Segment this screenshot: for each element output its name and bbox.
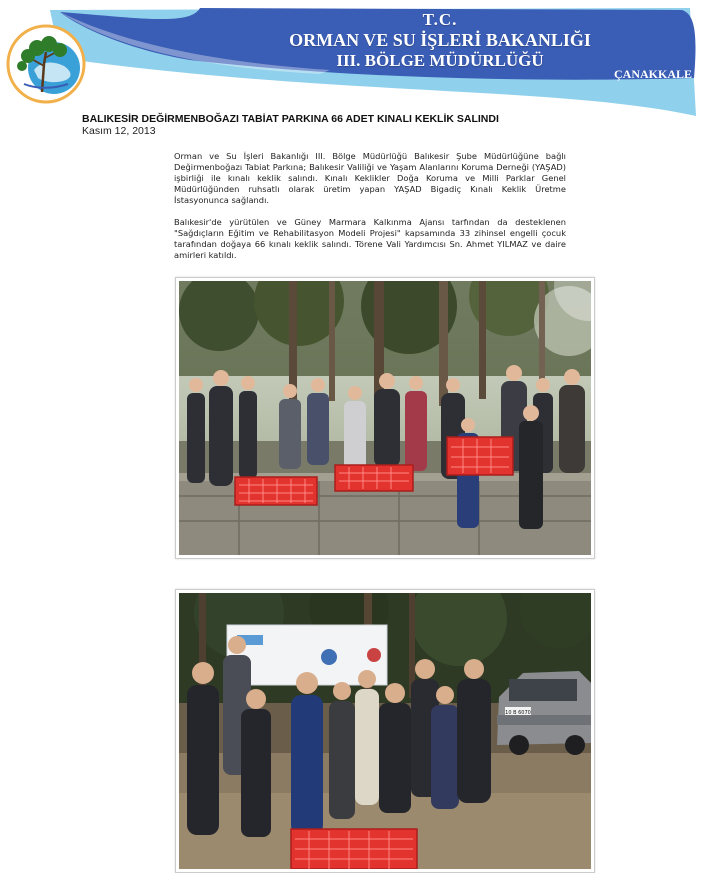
header-line-tc: T.C. [422, 10, 458, 29]
car-plate: 10 B 6070 [505, 710, 531, 716]
header-line-ministry: ORMAN VE SU İŞLERİ BAKANLIĞI [289, 30, 591, 50]
article-body [174, 151, 566, 272]
article-paragraph: Balıkesir'de yürütülen ve Güney Marmara Kalkınma Ajansı tarfından da desteklenen "Sağdıçların Eğitim ve Rehabilitasyon Modeli Projesi" kapsamında 33 zihinsel engelli çocuk tarafından doğaya 66 kınalı keklik salındı. Törene Vali Yardımcısı Sn. Ahmet YILMAZ ve daire amirleri katıldı. [174, 217, 566, 260]
header-region: ÇANAKKALE [613, 67, 692, 81]
photo-crowd-with-crates [179, 281, 591, 555]
article-photo-1 [175, 277, 595, 559]
photo-group-with-banner [179, 593, 591, 869]
header-banner [0, 0, 704, 120]
article-photo-2 [175, 589, 595, 873]
header-line-directorate: III. BÖLGE MÜDÜRLÜĞÜ [336, 51, 544, 70]
article-paragraph: Orman ve Su İşleri Bakanlığı III. Bölge Müdürlüğü Balıkesir Şube Müdürlüğüne bağlı Değirmenboğazı Tabiat Parkına; Balıkesir Valiliği ve Yaşam Alanlarını Koruma Derneği (YAŞAD) işbirliği ile kınalı keklik salındı. Kınalı Keklikler Doğa Koruma ve Milli Parklar Genel Müdürlüğünden ruhsatlı olarak üretim yapan YAŞAD Bigadiç Kınalı Keklik Üretme İstasyonunca sağlandı. [174, 151, 566, 205]
article-title: BALIKESİR DEĞİRMENBOĞAZI TABİAT PARKINA 66 ADET KINALI KEKLİK SALINDI [82, 113, 499, 125]
article-date: Kasım 12, 2013 [82, 125, 156, 137]
ministry-logo [4, 22, 88, 106]
